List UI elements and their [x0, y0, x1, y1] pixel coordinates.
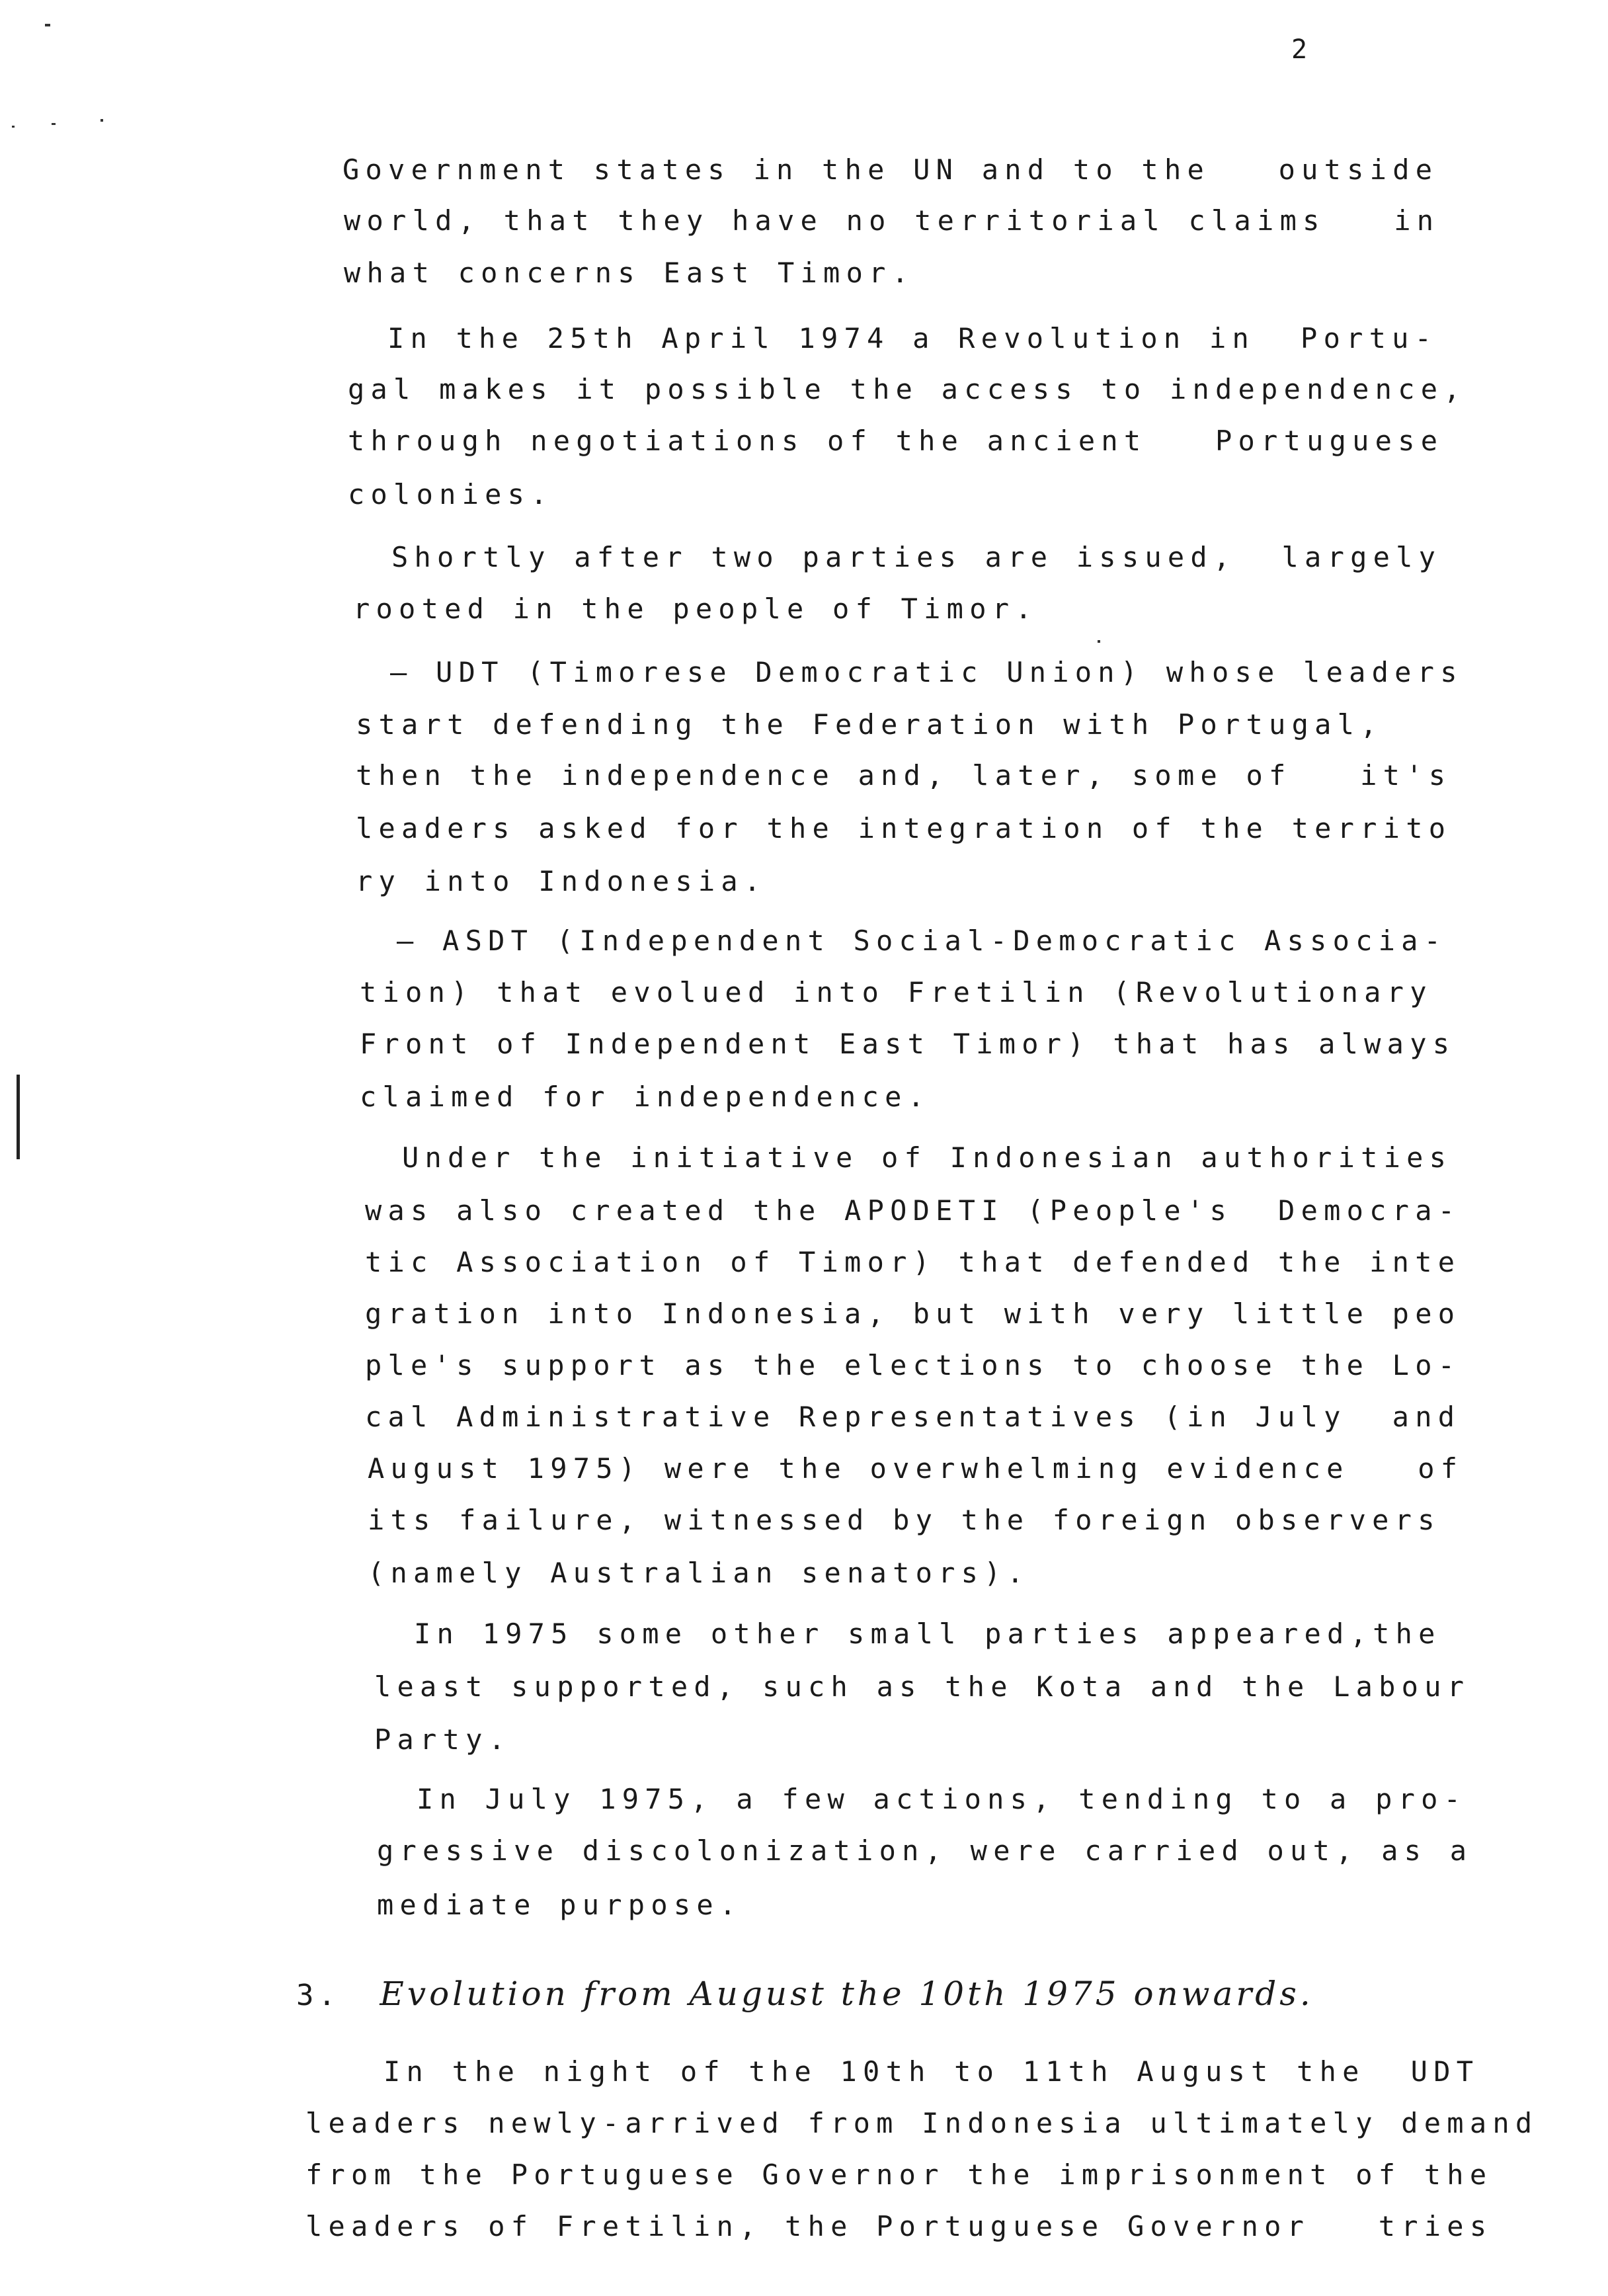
body-line: through negotiations of the ancient Portuguese	[348, 425, 1444, 457]
body-line: Party.	[374, 1723, 512, 1756]
body-line: what concerns East Timor.	[344, 257, 915, 289]
body-line: August 1975) were the overwhelming evidence of	[368, 1452, 1464, 1485]
section-line: leaders newly-arrived from Indonesia ultimately demand	[305, 2107, 1539, 2139]
section-title: Evolution from August the 10th 1975 onwards.	[380, 1975, 1314, 2013]
body-line: leaders asked for the integration of the territo	[356, 812, 1452, 844]
body-line: cal Administrative Representatives (in July and	[365, 1401, 1461, 1433]
body-line: Shortly after two parties are issued, largely	[391, 541, 1442, 573]
body-line: In July 1975, a few actions, tending to a pro-	[417, 1783, 1467, 1815]
body-line: In the 25th April 1974 a Revolution in Portu-	[387, 322, 1438, 354]
scan-speck	[52, 123, 56, 125]
scan-speck	[12, 126, 15, 128]
page-number: 2	[1291, 34, 1308, 65]
body-line: tion) that evolued into Fretilin (Revolutionary	[360, 976, 1433, 1008]
body-line: its failure, witnessed by the foreign observers	[368, 1504, 1441, 1536]
section-line: leaders of Fretilin, the Portuguese Governor tries	[305, 2210, 1493, 2242]
margin-bar-mark	[17, 1075, 20, 1159]
body-line: ry into Indonesia.	[356, 865, 767, 897]
body-line: Front of Independent East Timor) that has always	[360, 1028, 1456, 1060]
body-line: Government states in the UN and to the outside	[342, 153, 1439, 186]
body-line: gressive discolonization, were carried out, as a	[377, 1834, 1473, 1867]
body-line: then the independence and, later, some of it's	[356, 759, 1452, 792]
body-line: gal makes it possible the access to independence,	[348, 373, 1467, 405]
body-line: — ASDT (Independent Social-Democratic Associa-	[397, 924, 1447, 957]
body-line: (namely Australian senators).	[368, 1557, 1030, 1589]
section-number: 3.	[296, 1979, 341, 2012]
section-heading	[296, 1975, 1314, 2013]
body-line: Under the initiative of Indonesian authorities	[402, 1141, 1453, 1174]
body-line: start defending the Federation with Portugal,	[356, 708, 1383, 741]
body-line: world, that they have no territorial claims in	[344, 204, 1440, 237]
body-line: least supported, such as the Kota and the Labour	[374, 1670, 1470, 1703]
body-line: ple's support as the elections to choose the Lo-	[365, 1349, 1461, 1381]
body-line: In 1975 some other small parties appeared,the	[414, 1618, 1441, 1650]
scan-speck	[100, 119, 103, 122]
body-line: claimed for independence.	[360, 1081, 931, 1113]
section-line: In the night of the 10th to 11th August the UDT	[383, 2055, 1480, 2088]
scan-speck	[45, 24, 50, 26]
body-line: — UDT (Timorese Democratic Union) whose leaders	[390, 656, 1463, 688]
body-line: colonies.	[348, 478, 553, 511]
scan-speck	[1098, 640, 1100, 643]
body-line: tic Association of Timor) that defended the inte	[365, 1246, 1461, 1278]
body-line: rooted in the people of Timor.	[353, 593, 1038, 625]
section-line: from the Portuguese Governor the imprisonment of the	[305, 2158, 1493, 2191]
body-line: mediate purpose.	[377, 1889, 743, 1921]
body-line: gration into Indonesia, but with very little peo	[365, 1297, 1461, 1330]
body-line: was also created the APODETI (People's Democra-	[365, 1194, 1461, 1227]
